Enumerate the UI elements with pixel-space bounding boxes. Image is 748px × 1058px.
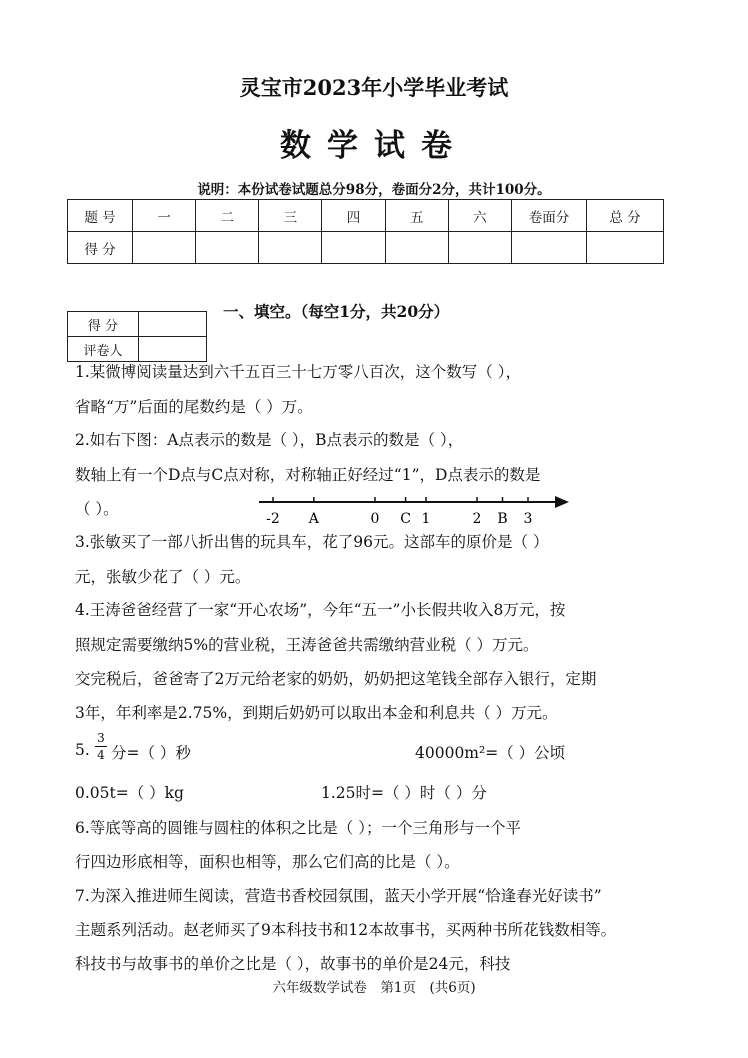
question-line: 3.张敏买了一部八折出售的玩具车，花了96元。这部车的原价是（ ） xyxy=(75,533,549,551)
question-line: 照规定需要缴纳5%的营业税，王涛爸爸共需缴纳营业税（ ）万元。 xyxy=(75,636,539,654)
grader-name-cell[interactable] xyxy=(139,337,207,362)
question-line: 1.25时=（ ）时（ ）分 xyxy=(321,784,487,802)
number-line-label: A xyxy=(308,511,319,527)
score-cell[interactable] xyxy=(385,232,448,264)
score-row-label: 得 分 xyxy=(68,232,133,264)
score-header-cell: 二 xyxy=(196,200,259,232)
score-header-cell: 题 号 xyxy=(68,200,133,232)
exam-title: 灵宝市2023年小学毕业考试 xyxy=(239,75,509,100)
question-line: 5. xyxy=(75,741,90,759)
question-line: 省略“万”后面的尾数约是（ ）万。 xyxy=(75,398,313,416)
question-line: 7.为深入推进师生阅读，营造书香校园氛围，蓝天小学开展“恰逢春光好读书” xyxy=(75,887,602,905)
number-line-label: 2 xyxy=(472,511,482,527)
fraction-numerator: 3 xyxy=(97,731,105,745)
question-line: 6.等底等高的圆锥与圆柱的体积之比是（ ）；一个三角形与一个平 xyxy=(75,819,521,837)
score-header-cell: 总 分 xyxy=(587,200,664,232)
question-line: 3年，年利率是2.75%，到期后奶奶可以取出本金和利息共（ ）万元。 xyxy=(75,704,558,722)
score-header-cell: 卷面分 xyxy=(512,200,587,232)
fraction-denominator: 4 xyxy=(97,748,105,762)
score-header-cell: 六 xyxy=(448,200,511,232)
question-line: 元，张敏少花了（ ）元。 xyxy=(75,568,251,586)
page-footer: 六年级数学试卷 第1页 (共6页) xyxy=(272,980,476,996)
number-line xyxy=(255,488,575,530)
grader-table xyxy=(67,311,207,362)
score-table-score-row xyxy=(68,232,664,264)
score-header-cell: 五 xyxy=(385,200,448,232)
exam-note: 说明：本份试卷试题总分98分，卷面分2分，共计100分。 xyxy=(197,182,551,198)
score-header-cell: 三 xyxy=(259,200,322,232)
score-table-header-row xyxy=(68,200,664,232)
question-line: 科技书与故事书的单价之比是（ ），故事书的单价是24元，科技 xyxy=(75,955,511,973)
question-line: 数轴上有一个D点与C点对称，对称轴正好经过“1”，D点表示的数是 xyxy=(75,466,541,484)
fraction-bar xyxy=(95,746,107,747)
grader-name-label: 评卷人 xyxy=(68,337,139,362)
number-line-label: B xyxy=(497,511,508,527)
number-line-label: 1 xyxy=(421,511,431,527)
question-line: 2.如右下图：A点表示的数是（ ），B点表示的数是（ ）， xyxy=(75,431,464,449)
question-line: 40000m²=（ ）公顷 xyxy=(415,744,566,762)
score-table xyxy=(67,199,664,264)
section-1-heading: 一、填空。（每空1分，共20分） xyxy=(223,302,450,321)
score-cell[interactable] xyxy=(512,232,587,264)
question-line: （ ）。 xyxy=(75,500,119,518)
score-cell[interactable] xyxy=(259,232,322,264)
grader-score-cell[interactable] xyxy=(139,312,207,337)
score-header-cell: 四 xyxy=(322,200,385,232)
number-line-label: 3 xyxy=(523,511,533,527)
question-line: 1.某微博阅读量达到六千五百三十七万零八百次，这个数写（ ）， xyxy=(75,363,521,381)
question-line: 主题系列活动。赵老师买了9本科技书和12本故事书，买两种书所花钱数相等。 xyxy=(75,921,617,939)
number-line-arrow-icon xyxy=(555,496,569,508)
fraction-three-quarters xyxy=(95,731,107,762)
question-line: 0.05t=（ ）kg xyxy=(75,784,184,802)
number-line-label: 0 xyxy=(370,511,380,527)
exam-subtitle: 数学试卷 xyxy=(280,128,468,164)
score-cell[interactable] xyxy=(448,232,511,264)
score-cell[interactable] xyxy=(322,232,385,264)
question-line: 行四边形底相等，面积也相等，那么它们高的比是（ ）。 xyxy=(75,853,460,871)
question-line: 4.王涛爸爸经营了一家“开心农场”，今年“五一”小长假共收入8万元，按 xyxy=(75,601,566,619)
number-line-label: C xyxy=(400,511,411,527)
score-cell[interactable] xyxy=(133,232,196,264)
question-line: 交完税后，爸爸寄了2万元给老家的奶奶，奶奶把这笔钱全部存入银行，定期 xyxy=(75,670,597,688)
score-cell[interactable] xyxy=(587,232,664,264)
number-line-label: -2 xyxy=(266,511,280,527)
question-line: 分=（ ）秒 xyxy=(111,744,191,762)
score-cell[interactable] xyxy=(196,232,259,264)
score-header-cell: 一 xyxy=(133,200,196,232)
grader-score-label: 得 分 xyxy=(68,312,139,337)
